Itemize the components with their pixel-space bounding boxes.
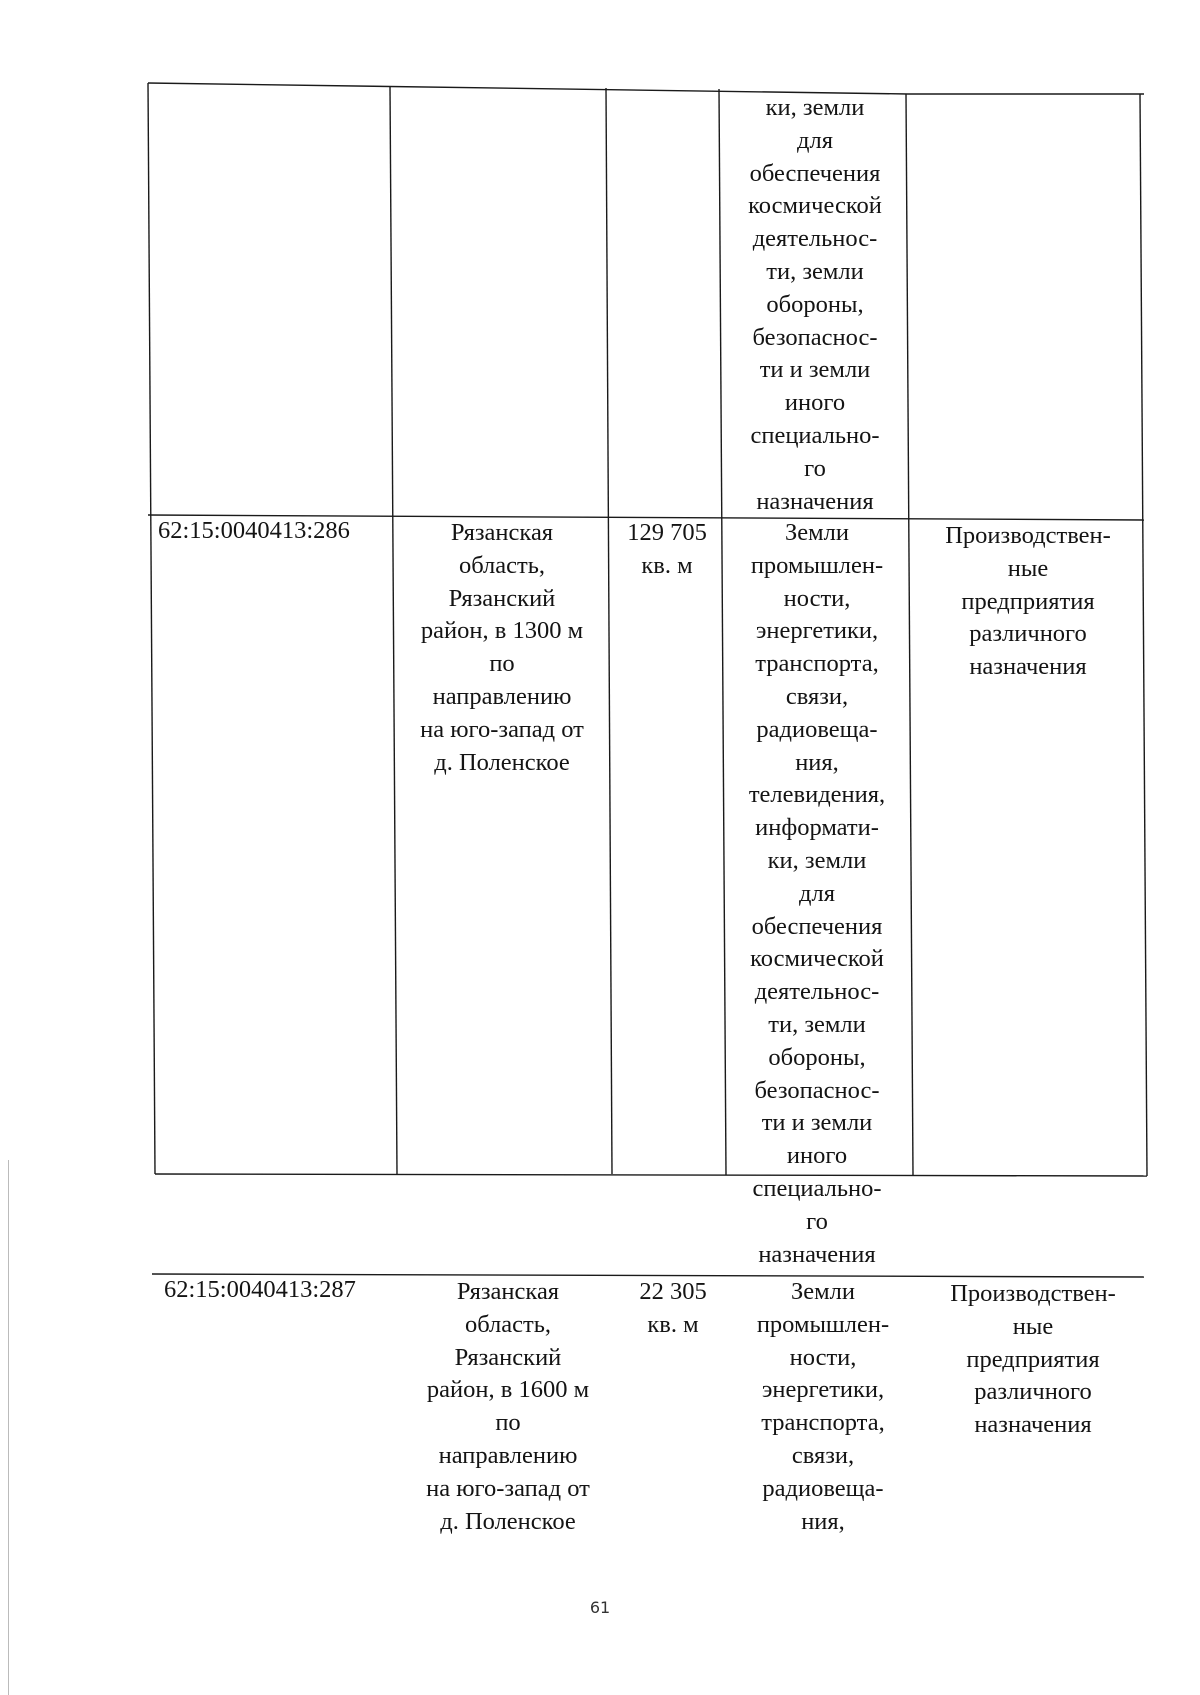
scan-edge-line <box>8 1160 9 1695</box>
table-row-3-location: Рязанская область, Рязанский район, в 1600 м по направлению на юго-запад от д. Поленское <box>426 1278 590 1535</box>
table-row-2-cadastral: 62:15:0040413:286 <box>158 517 350 544</box>
table-row-3-cadastral: 62:15:0040413:287 <box>164 1276 356 1303</box>
page-number: 61 <box>589 1598 611 1617</box>
table-row-3-area: 22 305 кв. м <box>639 1278 707 1338</box>
table-row-2-use: Производствен- ные предприятия различного назначения <box>945 522 1111 681</box>
table-row-2-location: Рязанская область, Рязанский район, в 1300 м по направлению на юго-запад от д. Поленское <box>420 519 584 776</box>
table-row-3-use: Производствен- ные предприятия различного назначения <box>950 1280 1116 1439</box>
table-row-1-category: ки, земли для обеспечения космической деятельнос- ти, земли обороны, безопаснос- ти и земли иного специально- го назначения <box>748 94 882 515</box>
table-row-2-area: 129 705 кв. м <box>627 519 707 579</box>
table-row-2-category: Земли промышлен- ности, энергетики, транспорта, связи, радиовеща- ния, телевидения, информати- ки, земли для обеспечения космической деятельнос- ти, земли обороны, безопаснос- ти и земли иного специально- го назначения <box>748 519 886 1268</box>
table-row-3-category: Земли промышлен- ности, энергетики, транспорта, связи, радиовеща- ния, <box>756 1278 890 1535</box>
